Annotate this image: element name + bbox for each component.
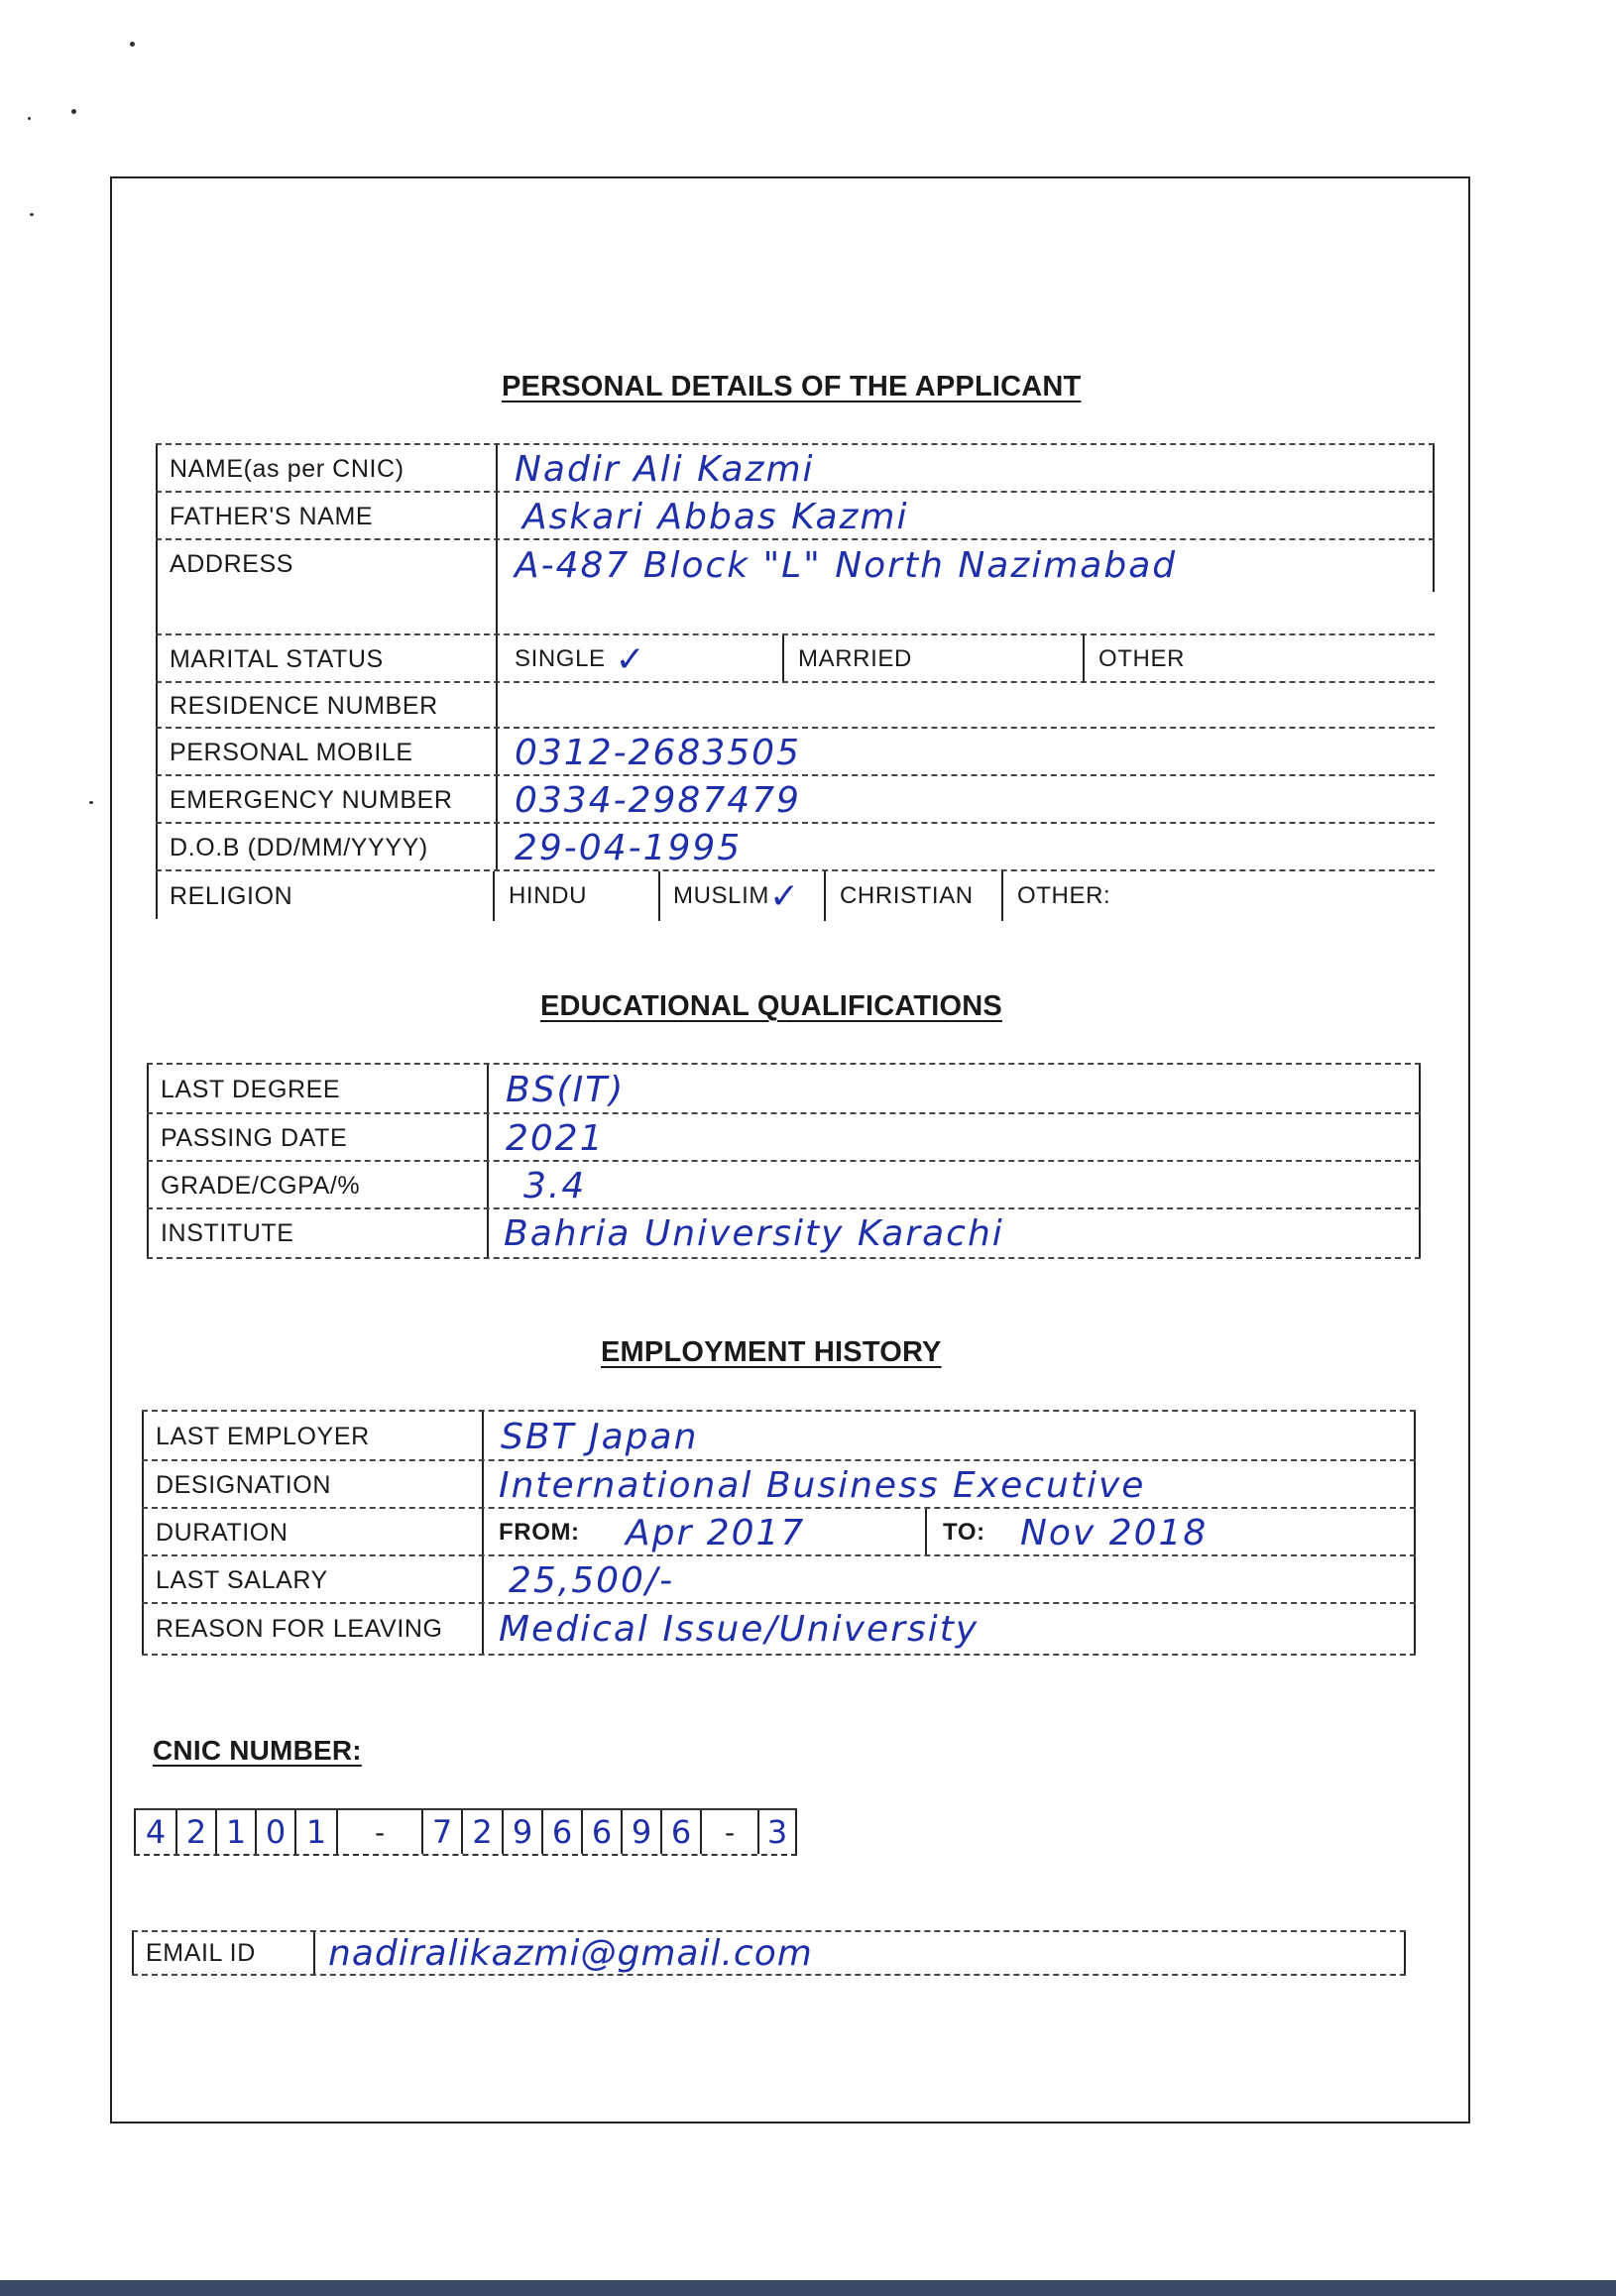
row-grade xyxy=(147,1160,1421,1209)
dob-value[interactable]: 29-04-1995 xyxy=(515,827,743,868)
cnic-digit-box[interactable]: 6 xyxy=(660,1810,700,1854)
column-divider xyxy=(824,871,826,921)
scan-speck xyxy=(89,801,93,804)
cnic-digit-box[interactable]: 2 xyxy=(175,1810,215,1854)
cnic-digit-box[interactable]: 0 xyxy=(255,1810,294,1854)
religion-option-christian[interactable]: CHRISTIAN xyxy=(840,882,974,909)
emergency-number-value[interactable]: 0334-2987479 xyxy=(515,779,801,821)
column-divider xyxy=(482,1412,484,1461)
marital-option-married[interactable]: MARRIED xyxy=(798,645,912,672)
last-degree-value[interactable]: BS(IT) xyxy=(506,1069,626,1110)
row-residence-number xyxy=(156,681,1435,729)
row-duration xyxy=(142,1507,1416,1556)
dob-label: D.O.B (DD/MM/YYYY) xyxy=(170,833,428,861)
cnic-separator: - xyxy=(700,1810,757,1854)
cnic-digit-box[interactable]: 4 xyxy=(134,1810,175,1854)
cnic-heading: CNIC NUMBER: xyxy=(153,1735,362,1766)
religion-option-muslim[interactable] xyxy=(673,871,800,921)
personal-mobile-value[interactable]: 0312-2683505 xyxy=(515,732,801,773)
marital-option-single[interactable] xyxy=(515,635,645,683)
to-label: TO: xyxy=(943,1519,985,1546)
table-right-border xyxy=(1404,1932,1406,1974)
checkmark-icon: ✓ xyxy=(615,638,646,679)
scan-speck xyxy=(71,109,76,114)
email-table xyxy=(132,1930,1406,1976)
institute-value[interactable]: Bahria University Karachi xyxy=(504,1212,1004,1254)
employment-table xyxy=(142,1410,1416,1654)
row-address xyxy=(156,538,1435,635)
reason-for-leaving-label: REASON FOR LEAVING xyxy=(156,1614,443,1643)
scan-speck xyxy=(30,213,34,216)
cnic-separator: - xyxy=(336,1810,421,1854)
row-dob xyxy=(156,822,1435,871)
last-degree-label: LAST DEGREE xyxy=(161,1075,341,1103)
column-divider xyxy=(482,1461,484,1509)
column-divider xyxy=(487,1065,489,1114)
column-divider xyxy=(496,683,498,729)
row-personal-mobile xyxy=(156,727,1435,776)
checkmark-icon: ✓ xyxy=(768,875,800,916)
passing-date-value[interactable]: 2021 xyxy=(506,1117,605,1159)
scan-speck xyxy=(130,42,135,47)
email-value[interactable]: nadiralikazmi@gmail.com xyxy=(328,1932,813,1974)
column-divider xyxy=(496,824,498,871)
column-divider xyxy=(496,493,498,540)
religion-label: RELIGION xyxy=(170,881,293,910)
last-employer-value[interactable]: SBT Japan xyxy=(501,1416,699,1457)
education-table xyxy=(147,1063,1421,1257)
column-divider xyxy=(482,1604,484,1654)
last-salary-value[interactable]: 25,500/- xyxy=(509,1559,675,1601)
from-value[interactable]: Apr 2017 xyxy=(626,1512,806,1553)
cnic-digit-box[interactable]: 2 xyxy=(461,1810,502,1854)
row-emergency-number xyxy=(156,774,1435,824)
column-divider xyxy=(496,776,498,824)
institute-label: INSTITUTE xyxy=(161,1218,294,1247)
last-salary-label: LAST SALARY xyxy=(156,1565,328,1594)
reason-for-leaving-value[interactable]: Medical Issue/University xyxy=(499,1608,980,1650)
column-divider xyxy=(482,1509,484,1556)
to-value[interactable]: Nov 2018 xyxy=(1020,1512,1209,1553)
email-label: EMAIL ID xyxy=(146,1938,256,1967)
education-heading: EDUCATIONAL QUALIFICATIONS xyxy=(540,990,1002,1022)
column-divider xyxy=(496,729,498,776)
row-email xyxy=(132,1930,1406,1976)
emergency-number-label: EMERGENCY NUMBER xyxy=(170,785,453,814)
column-divider xyxy=(1001,871,1003,921)
religion-option-other[interactable]: OTHER: xyxy=(1017,882,1111,909)
passing-date-label: PASSING DATE xyxy=(161,1123,348,1152)
column-divider xyxy=(487,1209,489,1257)
duration-label: DURATION xyxy=(156,1518,289,1547)
cnic-number-boxes xyxy=(134,1808,797,1856)
row-name xyxy=(156,443,1435,493)
column-divider xyxy=(925,1509,927,1556)
name-label: NAME(as per CNIC) xyxy=(170,454,404,483)
marital-status-label: MARITAL STATUS xyxy=(170,644,384,673)
father-name-label: FATHER'S NAME xyxy=(170,502,374,530)
personal-details-heading: PERSONAL DETAILS OF THE APPLICANT xyxy=(502,371,1082,402)
column-divider xyxy=(496,445,498,493)
residence-number-label: RESIDENCE NUMBER xyxy=(170,691,438,720)
row-last-employer xyxy=(142,1410,1416,1461)
name-value[interactable]: Nadir Ali Kazmi xyxy=(515,448,815,490)
scan-speck xyxy=(28,117,31,120)
cnic-digit-box[interactable]: 9 xyxy=(502,1810,541,1854)
from-label: FROM: xyxy=(499,1519,580,1546)
cnic-digit-box[interactable]: 9 xyxy=(621,1810,660,1854)
marital-option-other[interactable]: OTHER xyxy=(1098,645,1185,672)
column-divider xyxy=(782,635,784,683)
column-divider xyxy=(496,635,498,683)
row-marital-status xyxy=(156,633,1435,683)
designation-label: DESIGNATION xyxy=(156,1470,331,1499)
cnic-digit-box[interactable]: 6 xyxy=(541,1810,581,1854)
grade-value[interactable]: 3.4 xyxy=(523,1165,587,1206)
row-designation xyxy=(142,1459,1416,1509)
row-last-salary xyxy=(142,1554,1416,1604)
address-value[interactable]: A-487 Block "L" North Nazimabad xyxy=(515,544,1178,586)
column-divider xyxy=(482,1556,484,1604)
row-last-degree xyxy=(147,1063,1421,1114)
row-reason-for-leaving xyxy=(142,1602,1416,1656)
cnic-digit-box[interactable]: 3 xyxy=(757,1810,797,1854)
column-divider xyxy=(487,1162,489,1209)
option-label: MUSLIM xyxy=(673,882,769,909)
row-religion xyxy=(156,869,1435,921)
cnic-digit-box[interactable]: 1 xyxy=(215,1810,255,1854)
column-divider xyxy=(658,871,660,921)
cnic-digit-box[interactable]: 6 xyxy=(581,1810,621,1854)
option-label: SINGLE xyxy=(515,645,606,672)
row-passing-date xyxy=(147,1112,1421,1162)
employment-heading: EMPLOYMENT HISTORY xyxy=(601,1336,942,1368)
cnic-digit-box[interactable]: 7 xyxy=(421,1810,461,1854)
designation-value[interactable]: International Business Executive xyxy=(499,1464,1146,1506)
last-employer-label: LAST EMPLOYER xyxy=(156,1422,370,1450)
column-divider xyxy=(1083,635,1085,683)
personal-mobile-label: PERSONAL MOBILE xyxy=(170,738,413,766)
grade-label: GRADE/CGPA/% xyxy=(161,1171,361,1200)
row-father-name xyxy=(156,491,1435,540)
column-divider xyxy=(487,1114,489,1162)
father-name-value[interactable]: Askari Abbas Kazmi xyxy=(522,496,909,537)
personal-details-table xyxy=(156,443,1435,919)
address-label: ADDRESS xyxy=(170,550,294,578)
column-divider xyxy=(493,871,495,921)
column-divider xyxy=(496,540,498,635)
row-institute xyxy=(147,1207,1421,1259)
column-divider xyxy=(313,1932,315,1974)
scan-edge-strip xyxy=(0,2280,1616,2296)
cnic-digit-box[interactable]: 1 xyxy=(294,1810,336,1854)
religion-option-hindu[interactable]: HINDU xyxy=(509,882,587,909)
